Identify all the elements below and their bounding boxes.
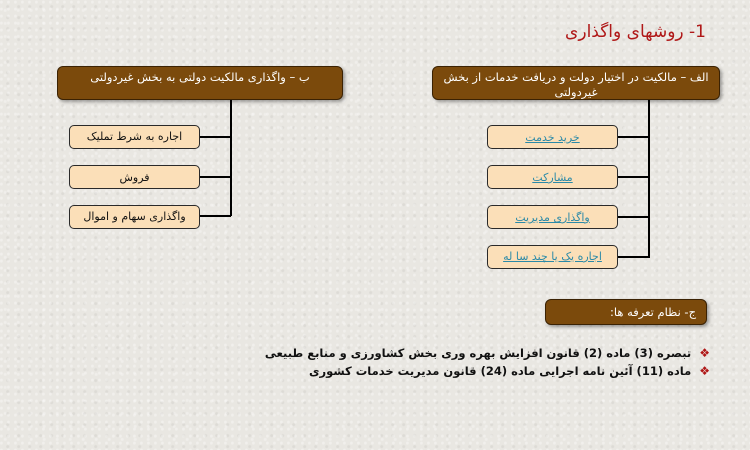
connector-alef-1 xyxy=(618,136,649,138)
section-jim-header: ج- نظام تعرفه ها: xyxy=(545,299,707,325)
lease-to-own-box: اجاره به شرط تملیک xyxy=(69,125,200,149)
section-alef-header: الف – مالکیت در اختیار دولت و دریافت خدمات از بخش غیردولتی xyxy=(432,66,720,100)
connector-be-vertical xyxy=(230,100,232,216)
partnership-link[interactable]: مشارکت xyxy=(487,165,618,189)
connector-alef-2 xyxy=(618,176,649,178)
sale-box: فروش xyxy=(69,165,200,189)
connector-alef-3 xyxy=(618,216,649,218)
connector-be-2 xyxy=(200,176,231,178)
connector-be-3 xyxy=(200,215,231,217)
diamond-bullet-icon: ❖ xyxy=(699,364,710,378)
bullet-list xyxy=(265,344,710,380)
management-transfer-link[interactable]: واگذاری مدیریت xyxy=(487,205,618,229)
connector-alef-vertical xyxy=(648,100,650,258)
buy-service-link[interactable]: خرید خدمت xyxy=(487,125,618,149)
list-item-text: تبصره (3) ماده (2) قانون افزایش بهره وری بخش کشاورزی و منابع طبیعی xyxy=(264,346,692,360)
connector-alef-4 xyxy=(618,256,649,258)
diamond-bullet-icon: ❖ xyxy=(699,346,710,360)
list-item xyxy=(265,362,710,380)
list-item xyxy=(265,344,710,362)
list-item-text: ماده (11) آئین نامه اجرایی ماده (24) قانون مدیریت خدمات کشوری xyxy=(308,364,692,378)
connector-be-1 xyxy=(200,136,231,138)
section-be-header: ب – واگذاری مالکیت دولتی به بخش غیردولتی xyxy=(57,66,343,100)
page-title: 1- روشهای واگذاری xyxy=(565,22,706,42)
lease-link[interactable]: اجاره یک یا چند سا له xyxy=(487,245,618,269)
shares-assets-box: واگذاری سهام و اموال xyxy=(69,205,200,229)
